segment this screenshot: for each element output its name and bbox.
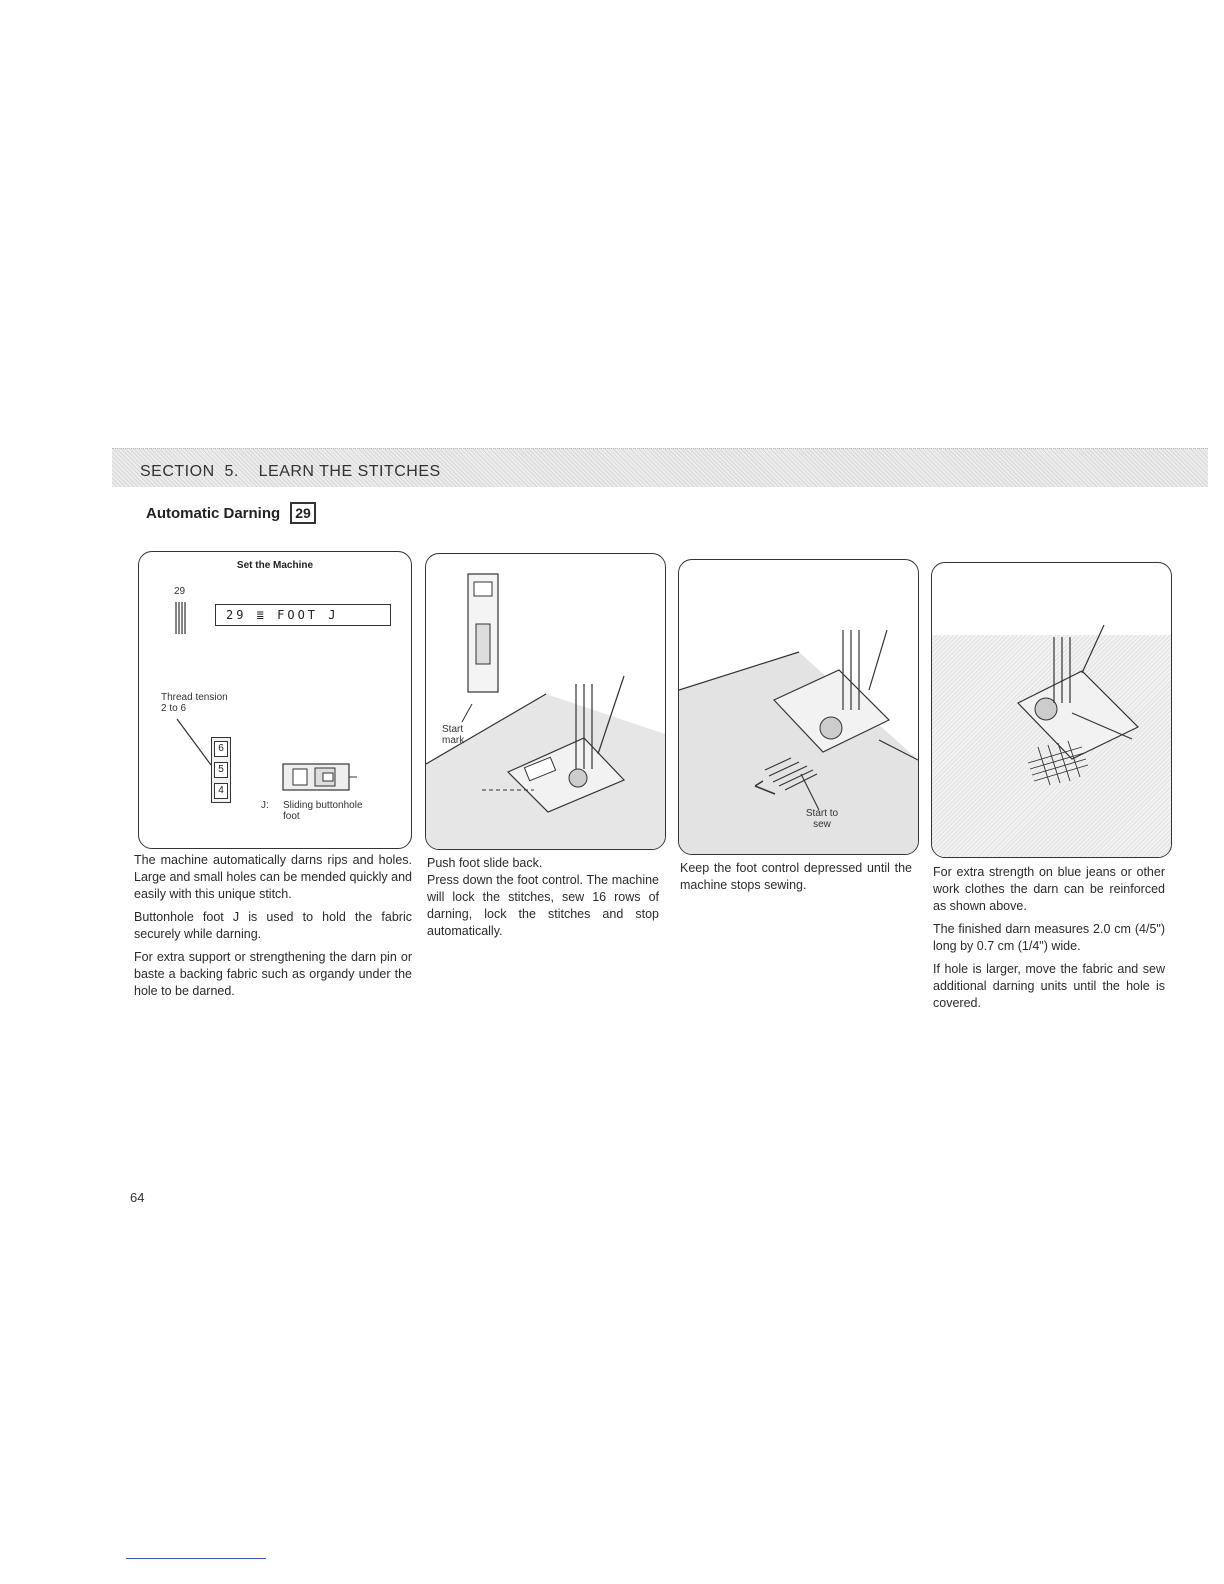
tension-label: Thread tension [161,692,228,703]
start-to-sew-callout: Start to sew [805,808,839,830]
page-heading [136,500,326,526]
column-4-paragraph: For extra strength on blue jeans or other work clothes the darn can be reinforced as shown above. [933,865,1165,913]
foot-label: Sliding buttonhole foot [283,800,363,822]
column-1-paragraph: For extra support or strengthening the darn pin or baste a backing fabric such as organdy under the hole to be darned. [134,950,412,998]
column-1-text [134,852,412,1006]
lcd-text: 29 ≣ FOOT J [226,608,339,622]
dial-number-4: 4 [214,783,228,799]
stitch-label: 29 [174,586,186,597]
lcd-display [215,604,391,626]
heading-title: Automatic Darning [146,504,281,522]
foot-letter: J: [261,800,269,811]
reinforced-darn-illustration [932,563,1171,857]
column-2-text [427,855,659,946]
start-mark-callout: Start mark [442,724,465,746]
column-4-paragraph: The finished darn measures 2.0 cm (4/5") long by 0.7 cm (1/4") wide. [933,922,1165,953]
column-3-text [680,860,912,900]
footer-rule [126,1558,266,1559]
panel-start-mark [425,553,666,850]
column-2-paragraph: Press down the foot control. The machine will lock the stitches, sew 16 rows of darning, lock the stitches and stop automatically. [427,873,659,938]
dial-number-6: 6 [214,741,228,757]
panel-reinforced-darn [931,562,1172,858]
buttonhole-foot-icon [279,760,359,794]
panel-start-to-sew [678,559,919,855]
tension-range: 2 to 6 [161,703,187,714]
column-3-paragraph: Keep the foot control depressed until the machine stops sewing. [680,861,912,892]
sewing-illustration [679,560,918,854]
column-1-paragraph: The machine automatically darns rips and holes. Large and small holes can be mended quickly and easily with this unique stitch. [134,853,412,901]
tension-pointer-line [175,717,215,769]
panel-caption: Set the Machine [236,560,314,571]
page-number: 64 [130,1190,145,1205]
section-title: SECTION 5. LEARN THE STITCHES [140,463,441,480]
column-4-paragraph: If hole is larger, move the fabric and sew additional darning units until the hole is covered. [933,962,1165,1010]
column-4-text [933,864,1165,1018]
foot-slide-illustration [426,554,665,849]
column-2-paragraph: Push foot slide back. [427,856,543,870]
column-1-paragraph: Buttonhole foot J is used to hold the fabric securely while darning. [134,910,412,941]
dial-number-5: 5 [214,762,228,778]
panel-set-machine [138,551,412,849]
stitch-pattern-icon [174,600,188,636]
tension-dial [211,737,231,803]
stitch-number-badge: 29 [290,502,316,524]
